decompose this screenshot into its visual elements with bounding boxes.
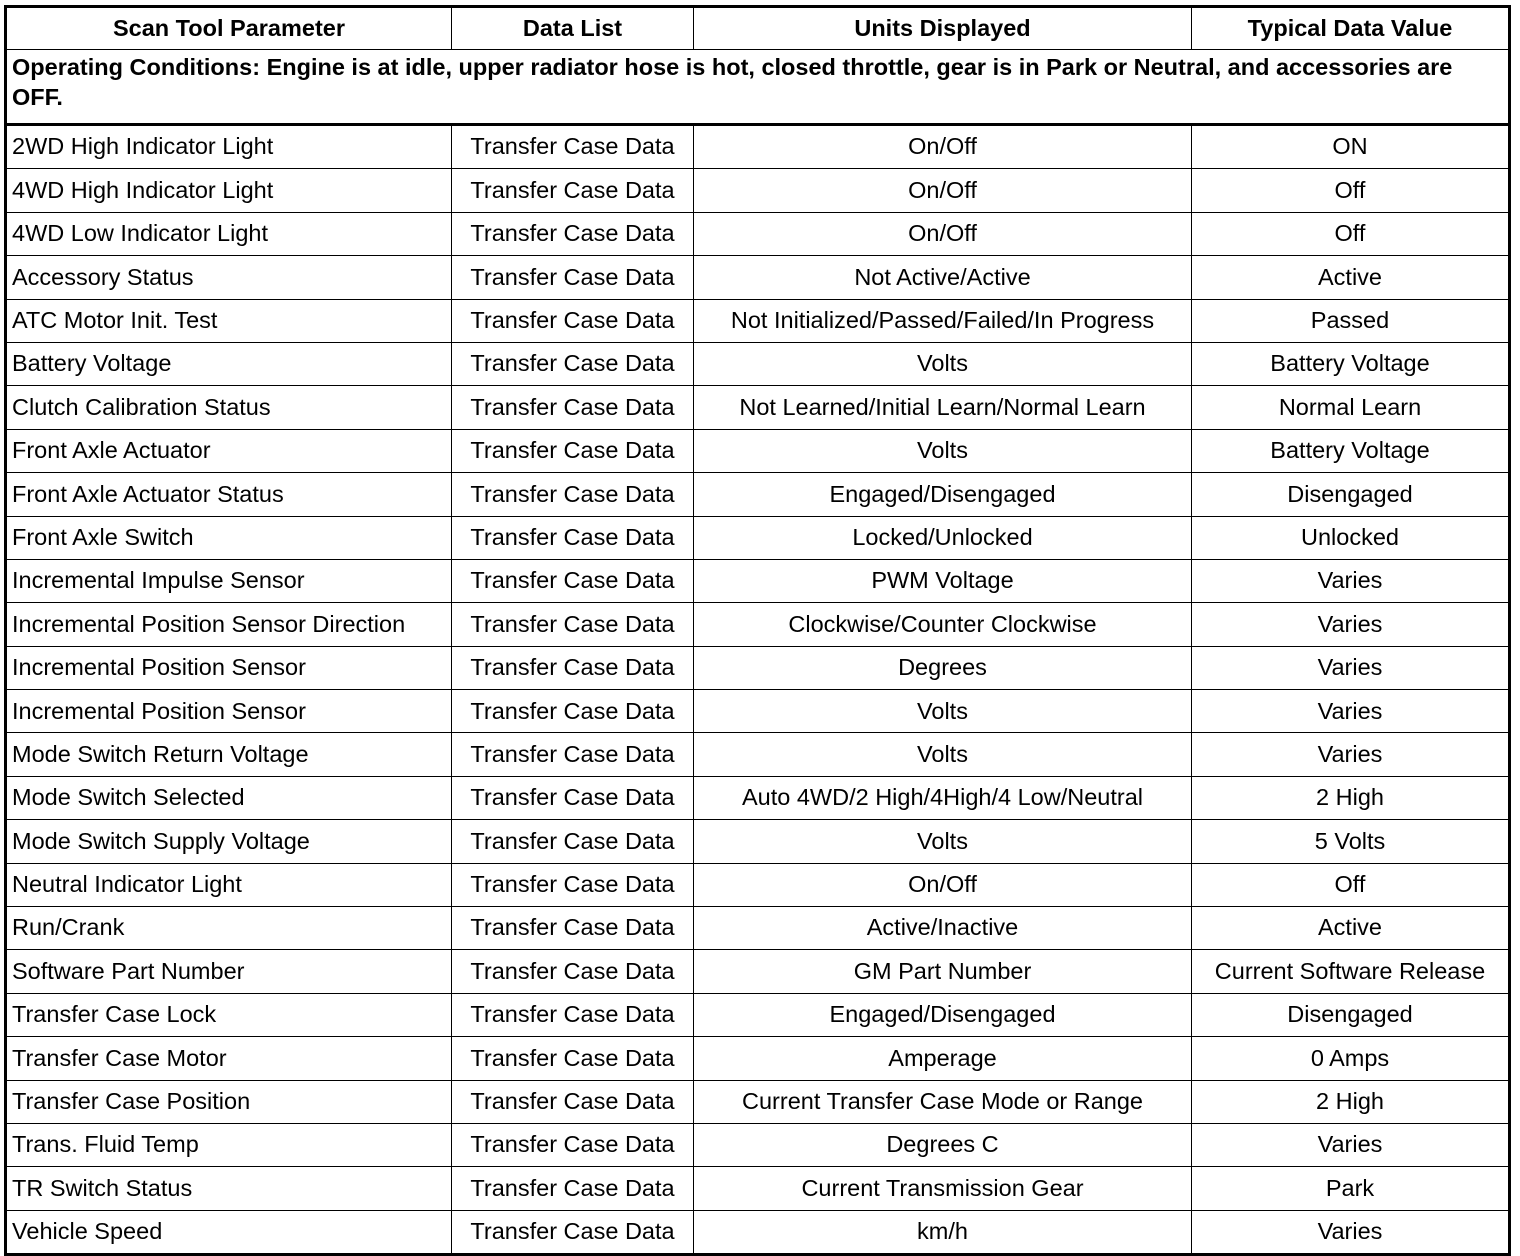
table-row [6, 907, 1510, 950]
cell-typical-value: Varies [1192, 690, 1510, 733]
cell-data-list: Transfer Case Data [452, 993, 694, 1036]
cell-units: Volts [694, 342, 1192, 385]
cell-units: Degrees C [694, 1123, 1192, 1166]
scan-tool-data-table [4, 5, 1511, 1256]
cell-parameter: 4WD High Indicator Light [6, 169, 452, 212]
cell-units: Locked/Unlocked [694, 516, 1192, 559]
cell-data-list: Transfer Case Data [452, 516, 694, 559]
cell-parameter: Incremental Position Sensor [6, 690, 452, 733]
table-row [6, 1080, 1510, 1123]
cell-units: Auto 4WD/2 High/4High/4 Low/Neutral [694, 776, 1192, 819]
cell-parameter: Battery Voltage [6, 342, 452, 385]
cell-units: On/Off [694, 125, 1192, 169]
cell-data-list: Transfer Case Data [452, 690, 694, 733]
cell-parameter: Vehicle Speed [6, 1210, 452, 1254]
data-table-container [4, 5, 1508, 1256]
cell-parameter: 2WD High Indicator Light [6, 125, 452, 169]
table-row [6, 473, 1510, 516]
cell-parameter: Incremental Position Sensor Direction [6, 603, 452, 646]
table-row [6, 212, 1510, 255]
table-row [6, 256, 1510, 299]
cell-units: GM Part Number [694, 950, 1192, 993]
cell-data-list: Transfer Case Data [452, 776, 694, 819]
cell-typical-value: Off [1192, 169, 1510, 212]
cell-units: Volts [694, 429, 1192, 472]
table-row [6, 603, 1510, 646]
cell-parameter: Mode Switch Supply Voltage [6, 820, 452, 863]
table-row [6, 1167, 1510, 1210]
cell-parameter: 4WD Low Indicator Light [6, 212, 452, 255]
cell-typical-value: Park [1192, 1167, 1510, 1210]
cell-units: Volts [694, 690, 1192, 733]
cell-parameter: Front Axle Actuator Status [6, 473, 452, 516]
cell-parameter: Front Axle Switch [6, 516, 452, 559]
cell-parameter: Front Axle Actuator [6, 429, 452, 472]
table-row [6, 169, 1510, 212]
header-scan-tool-parameter: Scan Tool Parameter [6, 7, 452, 50]
cell-typical-value: Battery Voltage [1192, 342, 1510, 385]
cell-units: Current Transmission Gear [694, 1167, 1192, 1210]
cell-data-list: Transfer Case Data [452, 256, 694, 299]
cell-units: On/Off [694, 212, 1192, 255]
cell-parameter: Run/Crank [6, 907, 452, 950]
table-row [6, 342, 1510, 385]
cell-parameter: Software Part Number [6, 950, 452, 993]
cell-units: Engaged/Disengaged [694, 993, 1192, 1036]
cell-data-list: Transfer Case Data [452, 907, 694, 950]
cell-parameter: TR Switch Status [6, 1167, 452, 1210]
cell-data-list: Transfer Case Data [452, 950, 694, 993]
cell-units: PWM Voltage [694, 559, 1192, 602]
table-row [6, 646, 1510, 689]
cell-units: Engaged/Disengaged [694, 473, 1192, 516]
cell-units: Current Transfer Case Mode or Range [694, 1080, 1192, 1123]
cell-parameter: Mode Switch Return Voltage [6, 733, 452, 776]
cell-units: Amperage [694, 1037, 1192, 1080]
cell-parameter: Accessory Status [6, 256, 452, 299]
cell-data-list: Transfer Case Data [452, 559, 694, 602]
table-row [6, 299, 1510, 342]
cell-typical-value: Passed [1192, 299, 1510, 342]
cell-units: Volts [694, 733, 1192, 776]
cell-typical-value: 5 Volts [1192, 820, 1510, 863]
cell-data-list: Transfer Case Data [452, 473, 694, 516]
cell-units: Clockwise/Counter Clockwise [694, 603, 1192, 646]
table-row [6, 386, 1510, 429]
cell-parameter: Clutch Calibration Status [6, 386, 452, 429]
cell-units: On/Off [694, 169, 1192, 212]
operating-conditions-row [6, 50, 1510, 125]
cell-data-list: Transfer Case Data [452, 125, 694, 169]
cell-parameter: Transfer Case Lock [6, 993, 452, 1036]
cell-data-list: Transfer Case Data [452, 733, 694, 776]
cell-data-list: Transfer Case Data [452, 1167, 694, 1210]
cell-data-list: Transfer Case Data [452, 1037, 694, 1080]
cell-typical-value: Active [1192, 256, 1510, 299]
cell-typical-value: Disengaged [1192, 993, 1510, 1036]
table-row [6, 950, 1510, 993]
cell-units: Volts [694, 820, 1192, 863]
table-row [6, 516, 1510, 559]
cell-units: km/h [694, 1210, 1192, 1254]
table-row [6, 733, 1510, 776]
table-row [6, 125, 1510, 169]
operating-conditions: Operating Conditions: Engine is at idle, upper radiator hose is hot, closed throttle, gear is in Park or Neutral, and accessories are OFF. [6, 50, 1510, 125]
cell-data-list: Transfer Case Data [452, 169, 694, 212]
cell-typical-value: ON [1192, 125, 1510, 169]
cell-typical-value: Varies [1192, 646, 1510, 689]
cell-typical-value: Varies [1192, 559, 1510, 602]
cell-typical-value: Varies [1192, 733, 1510, 776]
cell-typical-value: Unlocked [1192, 516, 1510, 559]
cell-parameter: Incremental Position Sensor [6, 646, 452, 689]
cell-units: Not Learned/Initial Learn/Normal Learn [694, 386, 1192, 429]
table-row [6, 429, 1510, 472]
cell-typical-value: 2 High [1192, 776, 1510, 819]
cell-parameter: Transfer Case Motor [6, 1037, 452, 1080]
table-row [6, 863, 1510, 906]
cell-typical-value: Normal Learn [1192, 386, 1510, 429]
cell-units: Active/Inactive [694, 907, 1192, 950]
cell-typical-value: Battery Voltage [1192, 429, 1510, 472]
table-row [6, 993, 1510, 1036]
cell-typical-value: 2 High [1192, 1080, 1510, 1123]
cell-parameter: Incremental Impulse Sensor [6, 559, 452, 602]
cell-typical-value: Varies [1192, 603, 1510, 646]
cell-parameter: Trans. Fluid Temp [6, 1123, 452, 1166]
cell-data-list: Transfer Case Data [452, 1123, 694, 1166]
cell-typical-value: Off [1192, 212, 1510, 255]
cell-data-list: Transfer Case Data [452, 603, 694, 646]
table-row [6, 1210, 1510, 1254]
table-row [6, 559, 1510, 602]
cell-data-list: Transfer Case Data [452, 429, 694, 472]
cell-data-list: Transfer Case Data [452, 342, 694, 385]
cell-parameter: Neutral Indicator Light [6, 863, 452, 906]
cell-typical-value: 0 Amps [1192, 1037, 1510, 1080]
table-row [6, 1123, 1510, 1166]
header-row [6, 7, 1510, 50]
header-units-displayed: Units Displayed [694, 7, 1192, 50]
cell-parameter: Transfer Case Position [6, 1080, 452, 1123]
cell-data-list: Transfer Case Data [452, 1210, 694, 1254]
cell-typical-value: Varies [1192, 1210, 1510, 1254]
table-row [6, 820, 1510, 863]
cell-units: Not Active/Active [694, 256, 1192, 299]
cell-typical-value: Current Software Release [1192, 950, 1510, 993]
cell-units: Not Initialized/Passed/Failed/In Progress [694, 299, 1192, 342]
cell-parameter: Mode Switch Selected [6, 776, 452, 819]
cell-typical-value: Disengaged [1192, 473, 1510, 516]
cell-data-list: Transfer Case Data [452, 299, 694, 342]
header-data-list: Data List [452, 7, 694, 50]
table-row [6, 690, 1510, 733]
cell-units: On/Off [694, 863, 1192, 906]
cell-data-list: Transfer Case Data [452, 863, 694, 906]
table-row [6, 1037, 1510, 1080]
table-row [6, 776, 1510, 819]
cell-typical-value: Off [1192, 863, 1510, 906]
cell-typical-value: Varies [1192, 1123, 1510, 1166]
cell-data-list: Transfer Case Data [452, 646, 694, 689]
cell-units: Degrees [694, 646, 1192, 689]
cell-typical-value: Active [1192, 907, 1510, 950]
cell-data-list: Transfer Case Data [452, 1080, 694, 1123]
cell-parameter: ATC Motor Init. Test [6, 299, 452, 342]
cell-data-list: Transfer Case Data [452, 820, 694, 863]
cell-data-list: Transfer Case Data [452, 386, 694, 429]
header-typical-data-value: Typical Data Value [1192, 7, 1510, 50]
cell-data-list: Transfer Case Data [452, 212, 694, 255]
